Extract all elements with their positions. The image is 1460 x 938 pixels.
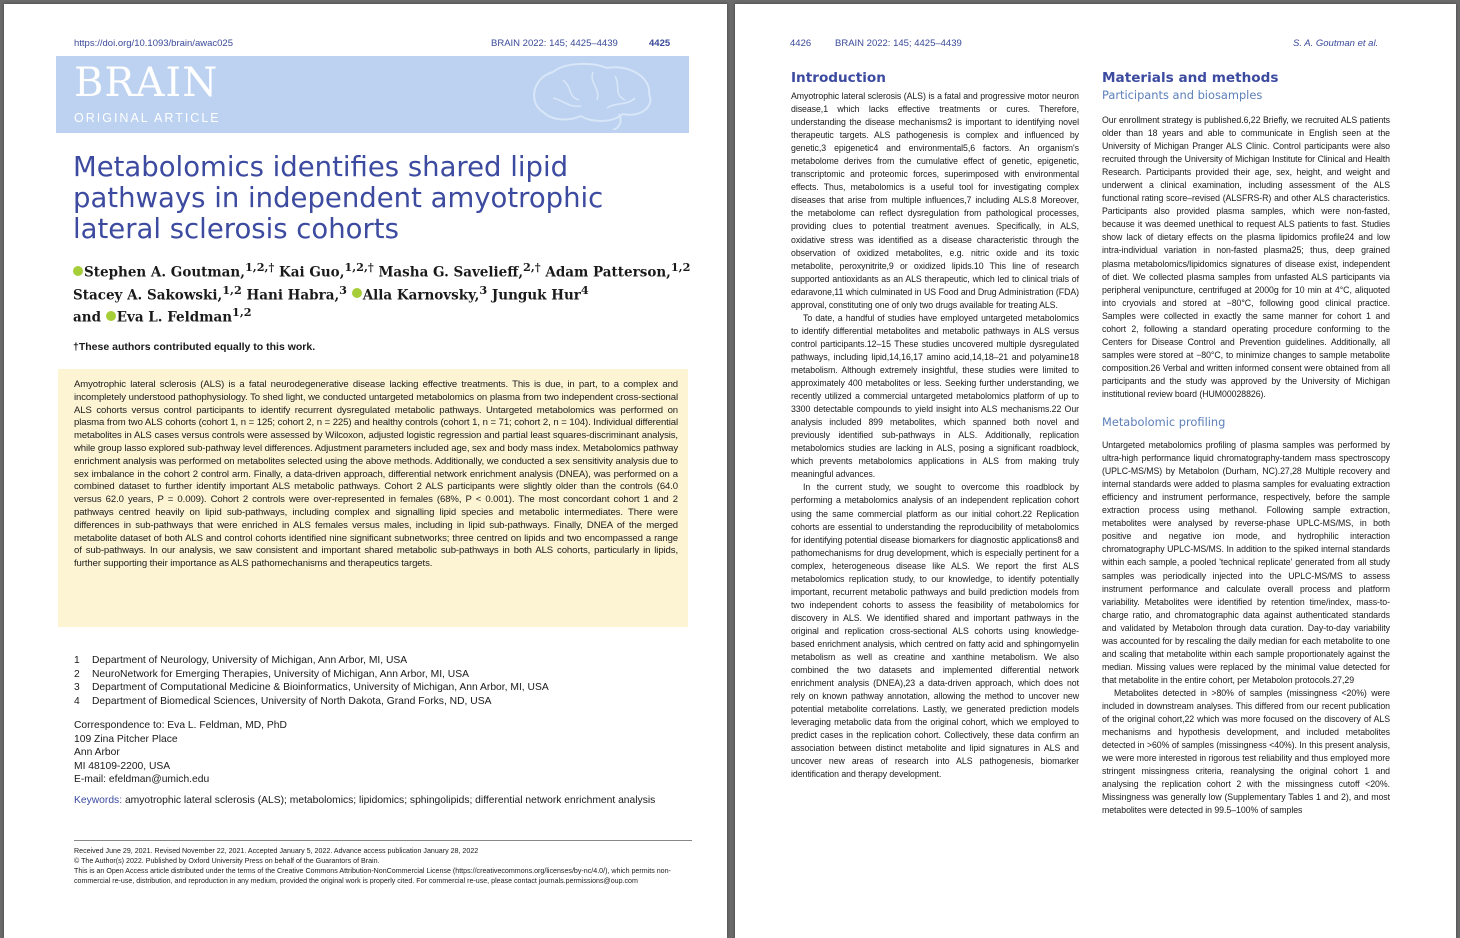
affiliation-text: Department of Computational Medicine & Bioinformatics, University of Michigan, Ann Arbor, MI, USA [92,682,549,693]
affiliation-text: Department of Biomedical Sciences, University of North Dakota, Grand Forks, ND, USA [92,695,492,707]
author-name[interactable]: Stephen A. Goutman, [84,264,245,281]
author-affiliation-mark: 1,2,† [344,260,374,274]
correspondence-email[interactable]: E-mail: efeldman@umich.edu [74,774,210,786]
author-name[interactable]: Adam Patterson, [545,264,671,281]
author-affiliation-mark: 1,2,† [244,260,275,274]
paragraph: Our enrollment strategy is published.6,22 Briefly, we recruited ALS patients older than 18 years and able to communicate in English seen at the University of Michigan Pranger ALS Clinic. Control participants were also recruited through the University of Michigan Institute for Clinical and Health Research. Participants provided their age, sex, height, and weight and underwent a clinical examination, including assessment of the ALS functional rating score–revised (ALSFRS-R) and other ALS characteristics. Participants also provided plasma samples, which were non-fasted, because it was deemed unethical to request ALS patients to fast. Studies show lack of dietary effects on the plasma lipidomics profile24 and low intra-individual variation in non-fasted plasma25; thus, deep grained plasma metabolomics/lipidomics signatures of disease exist, independent of diet. We collected plasma samples from unfasted ALS participants via peripheral venipuncture, centrifuged at 2000g for 10 min at 4°C, aliquoted into cryovials and stored at −80°C, following good clinical practice. Samples were collected in exactly the same manner for cohort 1 and cohort 2, following a standard operating procedure conforming to the Centers for Disease Control and Prevention guidelines. Additionally, all samples were stored at −80°C, to minimize changes to sample metabolite composition.26 Verbal and written informed consent were obtained from all participants and the study was approved by the University of Michigan institutional review board (HUM00028826). [1102,115,1390,399]
page-number: 4425 [649,38,671,49]
affiliation-item [74,668,549,682]
author-list [73,259,693,327]
journal-banner [56,56,689,133]
materials-methods-heading: Materials and methods [1102,70,1279,86]
author-name[interactable]: Alla Karnovsky, [362,287,480,303]
orcid-icon[interactable] [106,311,116,321]
affiliation-item [74,695,549,709]
dates-line: Received June 29, 2021. Revised November 22, 2021. Accepted January 5, 2022. Advance access publication January 28, 2022 [74,847,479,855]
paragraph: In the current study, we sought to overcome this roadblock by performing a metabolomics analysis of an independent replication cohort using the same commercial platform as our initial cohort.22 Replication cohorts are essential to understanding the reproducibility of metabolomics for identifying potential disease biomarkers for diagnostic applications8 and pathomechanisms for drug development, which is especially pertinent for a complex, heterogeneous disease like ALS. We report the first ALS metabolomics replication study, to our knowledge, to identify potentially important, recurrent metabolic pathways and build prediction models from two independent cohorts to assess the feasibility of metabolomics for discovery in ALS. We identified shared and important pathways in the original and replication cross-sectional ALS cohorts using knowledge-based enrichment analysis, which centred on fatty acid and sphingomyelin metabolism as well as creatine and xanthine metabolism. We also combined the two datasets and implemented differential network enrichment analysis (DNEA),23 a data-driven approach, which does not rely on known pathway annotation, allowing the method to uncover new potential metabolite correlations. Lastly, we generated prediction models leveraging metabolic data from the original cohort, which we employed to predict cases in the replication cohort. Collectively, these data confirm an association between distinct metabolite and lipid signatures in ALS and uncover new areas of research into ALS pathogenesis, biomarker identification and therapy development. [791,482,1079,780]
brain-illustration-icon [523,60,663,130]
author-name[interactable]: Junguk Hur [491,287,581,303]
affiliation-item [74,681,549,695]
author-name[interactable]: Hani Habra, [246,287,340,303]
doi-link[interactable]: https://doi.org/10.1093/brain/awac025 [74,38,233,49]
left-column [791,70,1079,781]
participants-heading: Participants and biosamples [1102,88,1263,102]
affiliation-number: 2 [74,668,80,680]
running-author: S. A. Goutman et al. [1293,38,1379,49]
author-affiliation-mark: 4 [580,282,589,297]
orcid-icon[interactable] [73,266,83,276]
correspondence-line: 109 Zina Pitcher Place [74,733,178,745]
correspondence-line: MI 48109-2200, USA [74,760,171,772]
abstract-box [58,369,688,627]
page-2 [735,4,1456,938]
author-affiliation-mark: 2,† [523,260,541,274]
author-name[interactable]: Kai Guo, [279,264,345,281]
right-column [1102,70,1390,817]
journal-reference: BRAIN 2022: 145; 4425–4439 [491,38,618,49]
abstract-text: Amyotrophic lateral sclerosis (ALS) is a fatal neurodegenerative disease lacking effective treatments. This is due, in part, to a complex and incompletely understood pathophysiology. To shed light, we conducted untargeted metabolomics on plasma from two independent cross-sectional ALS cohorts versus control participants to identify recurrent dysregulated metabolic pathways. Untargeted metabolomics was performed on plasma from two ALS cohorts (cohort 1, n = 125; cohort 2, n = 225) and healthy controls (cohort 1, n = 71; cohort 2, n = 104). Individual differential metabolites in ALS cases versus controls were assessed by Wilcoxon, adjusted logistic regression and partial least squares-discriminant analysis, while group lasso explored sub-pathway level differences. Adjustment parameters included age, sex and body mass index. Metabolomics pathway enrichment analysis was performed on metabolites selected using the above methods. Additionally, we conducted a sex sensitivity analysis due to sex imbalance in the cohort 2 control arm. Finally, a data-driven approach, differential network enrichment analysis (DNEA), was performed on a combined dataset to further identify important ALS metabolic pathways. Cohort 2 ALS participants were slightly older than the controls (64.0 versus 62.0 years, P = 0.009). Cohort 2 controls were over-represented in females (68%, P < 0.001). The most concordant cohort 1 and 2 pathways centred heavily on lipid sub-pathways, including complex and signalling lipid species and metabolic intermediates. There were differences in sub-pathways that were enriched in ALS females versus males, including in lipid sub-pathways. Finally, DNEA of the merged metabolite dataset of both ALS and control cohorts identified nine significant subnetworks; three centred on lipids and two encompassed a range of sub-pathways. In our analysis, we saw consistent and important shared metabolic sub-pathways in both ALS cohorts, particularly in lipids, further supporting their importance as ALS pathomechanisms and therapeutics targets. [74,379,678,570]
correspondence-line: Ann Arbor [74,747,120,759]
paragraph: To date, a handful of studies have employed untargeted metabolomics to identify differential metabolites and metabolic pathways in ALS versus control participants.12–15 These studies uncovered multiple dysregulated pathways, including lipid,14,16,17 amino acid,14,18–21 and polyamine18 metabolism. Although extremely insightful, these studies were limited to approximately 400 metabolites or less. Seeking further understanding, we recently utilized a commercial untargeted metabolomics platform of up to 3300 detectable compounds to yield insight into ALS mechanisms.22 Our analysis included 899 metabolites, which spanned both novel and previously identified sub-pathways in ALS. Additionally, replication metabolomics studies are lacking in ALS, posing a significant roadblock, which prevents metabolomics applications in ALS from making truly meaningful advances. [791,312,1079,480]
author-name[interactable]: Eva L. Feldman [116,309,233,326]
author-affiliation-mark: 3 [339,282,347,297]
correspondence-block [74,719,287,787]
affiliation-number: 4 [74,695,80,707]
footer-notes [74,846,684,886]
equal-contribution-note: †These authors contributed equally to this work. [73,341,316,353]
copyright-line: © The Author(s) 2022. Published by Oxford University Press on behalf of the Guarantors of Brain. [74,857,380,865]
affiliation-text: NeuroNetwork for Emerging Therapies, University of Michigan, Ann Arbor, MI, USA [92,668,469,680]
journal-reference: BRAIN 2022: 145; 4425–4439 [835,38,962,49]
author-affiliation-mark: 1,2 [670,260,691,274]
footer-divider [74,840,692,841]
affiliation-number: 1 [74,655,80,666]
page-number: 4426 [790,38,812,49]
keywords [74,794,674,808]
paragraph: Metabolites detected in >80% of samples (missingness <20%) were included in downstream analyses. This differed from our recent publication of the original cohort,22 which was more focused on the discovery of ALS mechanisms and hypothesis development, and included metabolites detected in >60% of samples (missingness <40%). In this present analysis, we were more interested in rigorous test reliability and thus employed more stringent missingness criteria, reanalysing the original cohort 1 and analysing the replication cohort 2 with the missingness cutoff <20%. Missingness was generally low (Supplementary Tables 1 and 2), and most metabolites were detected in 99.5–100% of samples [1102,687,1390,816]
author-affiliation-mark: 3 [479,282,488,297]
page-1 [4,4,727,938]
orcid-icon[interactable] [352,288,362,298]
keywords-text: amyotrophic lateral sclerosis (ALS); metabolomics; lipidomics; sphingolipids; differential network enrichment analysis [124,795,656,806]
affiliation-text: Department of Neurology, University of Michigan, Ann Arbor, MI, USA [92,655,408,666]
introduction-heading: Introduction [791,70,886,86]
author-conjunction: and [73,309,102,326]
author-name[interactable]: Masha G. Savelieff, [378,264,524,281]
author-affiliation-mark: 1,2 [232,305,252,319]
article-type: ORIGINAL ARTICLE [74,111,221,125]
paragraph: Untargeted metabolomics profiling of plasma samples was performed by ultra-high performance liquid chromatography-tandem mass spectroscopy (UPLC-MS/MS) by Metabolon (Durham, NC).27,28 Multiple recovery and internal standards were added to plasma samples for evaluating extraction efficiency and instrument performance, respectively, before the sample extraction process using methanol. Following sample extraction, metabolites were analysed by reverse-phase UPLC-MS/MS, in both positive and negative ion mode, and hydrophilic interaction chromatography UPLC-MS/MS. In addition to the spiked internal standards within each sample, a pooled 'technical replicate' generated from all study samples was periodically injected into the UPLC-MS/MS to assess instrument performance and calculate overall process and platform variability. Metabolites were identified by retention time/index, mass-to-charge ratio, and chromatographic data against authenticated standards and validated by Metabolon through data curation. Day-to-day variability was accounted for by rescaling the daily median for each metabolite to one and scaling that metabolite within each sample proportionately against the median. Missing values were replaced by the minimal value detected for that metabolite in the entire cohort, per Metabolon protocols.27,29 [1102,440,1390,685]
affiliations-list [74,654,549,708]
paragraph: Amyotrophic lateral sclerosis (ALS) is a fatal and progressive motor neuron disease,1 which lacks effective treatments or cures. Therefore, understanding the disease mechanisms2 is important to identifying novel therapeutic targets. ALS pathogenesis is complex and influenced by genetic,3 epigenetic4 and environmental5,6 factors. An organism's metabolome derives from the cumulative effect of genetic, epigenetic, transcriptomic and proteomic forces, superimposed with environmental effects. Thus, metabolomics is a useful tool for investigating complex diseases that arise from multiple influences,7 including ALS.8 Moreover, the metabolome can reflect dysregulation from pathological processes, providing clues to potential treatment avenues. Specifically, in ALS, oxidative stress was identified as a disease characteristic through the observation of oxidized metabolites, e.g. nitric oxide and its toxic metabolite, peroxynitrite,9 or oxidized lipids.10 This line of research supported antioxidants as an ALS therapeutic, which led to clinical trials of edaravone,11 which culminated in US Food and Drug Administration (FDA) approval, constituting one of only two drugs available for treating ALS. [791,91,1079,310]
affiliation-item [74,654,549,668]
article-title: Metabolomics identifies shared lipid pathways in independent amyotrophic lateral sclerosis cohorts [73,151,604,245]
correspondence-line: Correspondence to: Eva L. Feldman, MD, PhD [74,720,287,731]
author-affiliation-mark: 1,2 [222,282,242,297]
affiliation-number: 3 [74,682,80,693]
keywords-label: Keywords: [74,795,123,806]
metabolomic-profiling-heading: Metabolomic profiling [1102,415,1226,430]
author-name[interactable]: Stacey A. Sakowski, [73,287,223,303]
journal-logo: BRAIN [74,60,219,106]
license-text[interactable]: This is an Open Access article distributed under the terms of the Creative Commons Attribution-NonCommercial License (https://creativecommons.org/licenses/by-nc/4.0/), which permits non-commercial re-use, distribution, and reproduction in any medium, provided the original work is properly cited. For commercial re-use, please contact journals.permissions@oup.com [74,867,671,885]
